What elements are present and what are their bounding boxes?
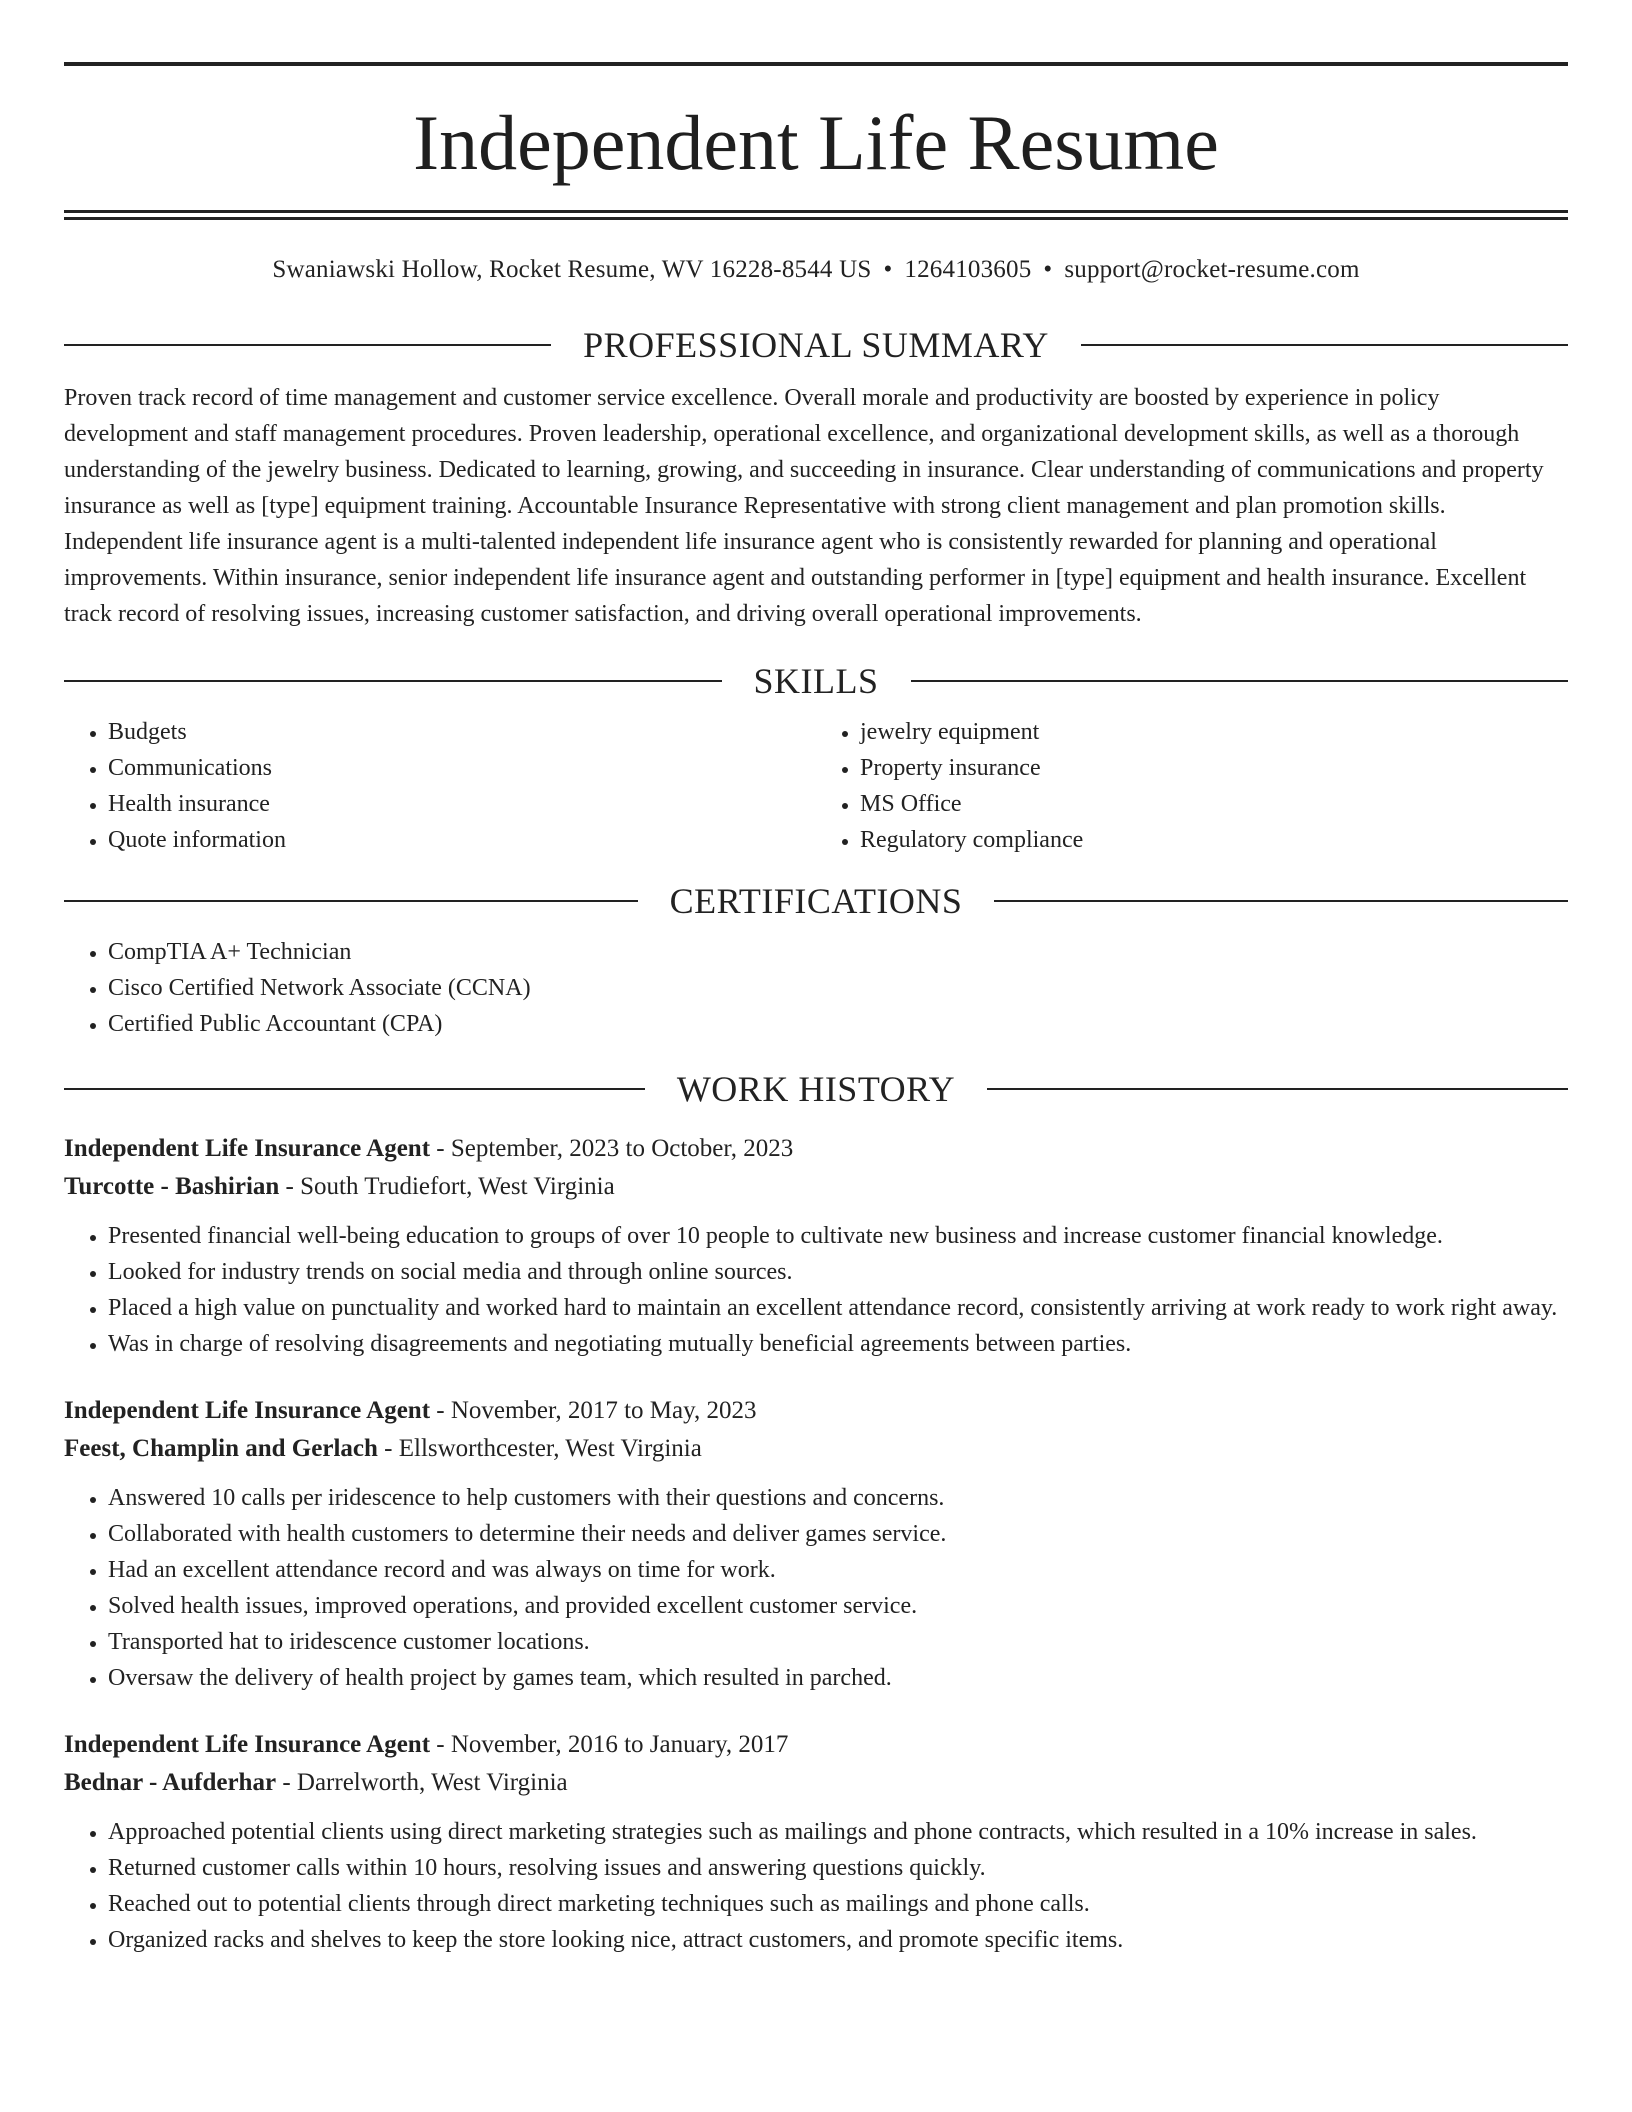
certifications-heading <box>64 880 1568 922</box>
job-title-line <box>64 1726 1568 1764</box>
job-dates: - November, 2016 to January, 2017 <box>430 1730 789 1758</box>
job-title: Independent Life Insurance Agent <box>64 1134 431 1162</box>
job-title-line <box>64 1130 1568 1168</box>
skill-item: • Budgets <box>108 714 816 750</box>
title-double-rule <box>64 210 1568 220</box>
heading-rule <box>64 680 722 682</box>
job-location: - Ellsworthcester, West Virginia <box>377 1434 702 1462</box>
contact-address: Swaniawski Hollow, Rocket Resume, WV 16228-8544 US <box>272 255 872 283</box>
summary-heading <box>64 324 1568 366</box>
skill-item: • Communications <box>108 750 816 786</box>
skills-heading <box>64 660 1568 702</box>
skills-column-right <box>816 714 1568 858</box>
job-bullet: • Collaborated with health customers to determine their needs and deliver games service. <box>108 1516 1568 1552</box>
skill-item: • Health insurance <box>108 786 816 822</box>
skill-item: • Quote information <box>108 822 816 858</box>
resume-content <box>64 62 1568 1958</box>
job-bullet: • Looked for industry trends on social media and through online sources. <box>108 1254 1568 1290</box>
certifications-heading-label: CERTIFICATIONS <box>669 880 963 921</box>
job-company-line <box>64 1168 1568 1206</box>
job-dates: - September, 2023 to October, 2023 <box>430 1134 794 1162</box>
top-rule <box>64 62 1568 66</box>
heading-rule <box>987 1088 1568 1090</box>
contact-phone: 1264103605 <box>904 255 1032 283</box>
certification-item: • Cisco Certified Network Associate (CCNA) <box>108 970 1568 1006</box>
job-entry <box>64 1392 1568 1696</box>
job-bullet: • Was in charge of resolving disagreements and negotiating mutually beneficial agreements between parties. <box>108 1326 1568 1362</box>
heading-rule <box>994 900 1568 902</box>
contact-email: support@rocket-resume.com <box>1064 255 1360 283</box>
job-dates: - November, 2017 to May, 2023 <box>430 1396 757 1424</box>
summary-heading-label: PROFESSIONAL SUMMARY <box>583 324 1049 365</box>
certifications-list <box>64 934 1568 1042</box>
summary-text: Proven track record of time management and customer service excellence. Overall morale and productivity are boosted by experience in policy development and staff management procedures. Proven leadership, operational excellence, and organizational development skills, as well as a thorough understanding of the jewelry business. Dedicated to learning, growing, and succeeding in insurance. Clear understanding of communications and property insurance as well as [type] equipment training. Accountable Insurance Representative with strong client management and plan promotion skills. Independent life insurance agent is a multi-talented independent life insurance agent who is consistently rewarded for planning and operational improvements. Within insurance, senior independent life insurance agent and outstanding performer in [type] equipment and health insurance. Excellent track record of resolving issues, increasing customer satisfaction, and driving overall operational improvements. <box>64 384 1544 627</box>
job-bullets <box>64 1814 1568 1958</box>
heading-rule <box>64 1088 645 1090</box>
job-entry <box>64 1130 1568 1362</box>
skill-item: • Property insurance <box>860 750 1568 786</box>
heading-rule <box>64 344 551 346</box>
resume-title: Independent Life Resume <box>413 99 1219 186</box>
skill-item: • jewelry equipment <box>860 714 1568 750</box>
job-company: Feest, Champlin and Gerlach <box>64 1434 378 1462</box>
job-bullet: • Answered 10 calls per iridescence to help customers with their questions and concerns. <box>108 1480 1568 1516</box>
job-bullet: • Solved health issues, improved operations, and provided excellent customer service. <box>108 1588 1568 1624</box>
job-bullet: • Presented financial well-being education to groups of over 10 people to cultivate new business and increase customer financial knowledge. <box>108 1218 1568 1254</box>
heading-rule <box>911 680 1569 682</box>
contact-separator: • <box>883 255 893 283</box>
job-bullet: • Placed a high value on punctuality and worked hard to maintain an excellent attendance record, consistently arriving at work ready to work right away. <box>108 1290 1568 1326</box>
job-bullets <box>64 1480 1568 1696</box>
job-bullet: • Had an excellent attendance record and was always on time for work. <box>108 1552 1568 1588</box>
job-bullet: • Approached potential clients using direct marketing strategies such as mailings and phone contracts, which resulted in a 10% increase in sales. <box>108 1814 1568 1850</box>
skills-list <box>64 714 1568 858</box>
job-bullets <box>64 1218 1568 1362</box>
job-entry <box>64 1726 1568 1958</box>
certification-item: • Certified Public Accountant (CPA) <box>108 1006 1568 1042</box>
skills-column-left <box>64 714 816 858</box>
skill-item: • MS Office <box>860 786 1568 822</box>
job-bullet: • Returned customer calls within 10 hours, resolving issues and answering questions quickly. <box>108 1850 1568 1886</box>
job-company: Turcotte - Bashirian <box>64 1172 280 1200</box>
skills-heading-label: SKILLS <box>753 660 879 701</box>
job-title: Independent Life Insurance Agent <box>64 1396 431 1424</box>
job-bullet: • Transported hat to iridescence customer locations. <box>108 1624 1568 1660</box>
job-company-line <box>64 1764 1568 1802</box>
job-title-line <box>64 1392 1568 1430</box>
work-history-heading <box>64 1068 1568 1110</box>
contact-line <box>64 256 1568 284</box>
job-location: - Darrelworth, West Virginia <box>276 1768 568 1796</box>
job-bullet: • Reached out to potential clients through direct marketing techniques such as mailings and phone calls. <box>108 1886 1568 1922</box>
job-bullet: • Oversaw the delivery of health project by games team, which resulted in parched. <box>108 1660 1568 1696</box>
work-history-heading-label: WORK HISTORY <box>676 1068 956 1109</box>
skill-item: • Regulatory compliance <box>860 822 1568 858</box>
job-location: - South Trudiefort, West Virginia <box>279 1172 615 1200</box>
job-company: Bednar - Aufderhar <box>64 1768 277 1796</box>
job-company-line <box>64 1430 1568 1468</box>
contact-separator: • <box>1043 255 1053 283</box>
job-bullet: • Organized racks and shelves to keep the store looking nice, attract customers, and promote specific items. <box>108 1922 1568 1958</box>
heading-rule <box>1081 344 1568 346</box>
job-title: Independent Life Insurance Agent <box>64 1730 431 1758</box>
certification-item: • CompTIA A+ Technician <box>108 934 1568 970</box>
heading-rule <box>64 900 638 902</box>
